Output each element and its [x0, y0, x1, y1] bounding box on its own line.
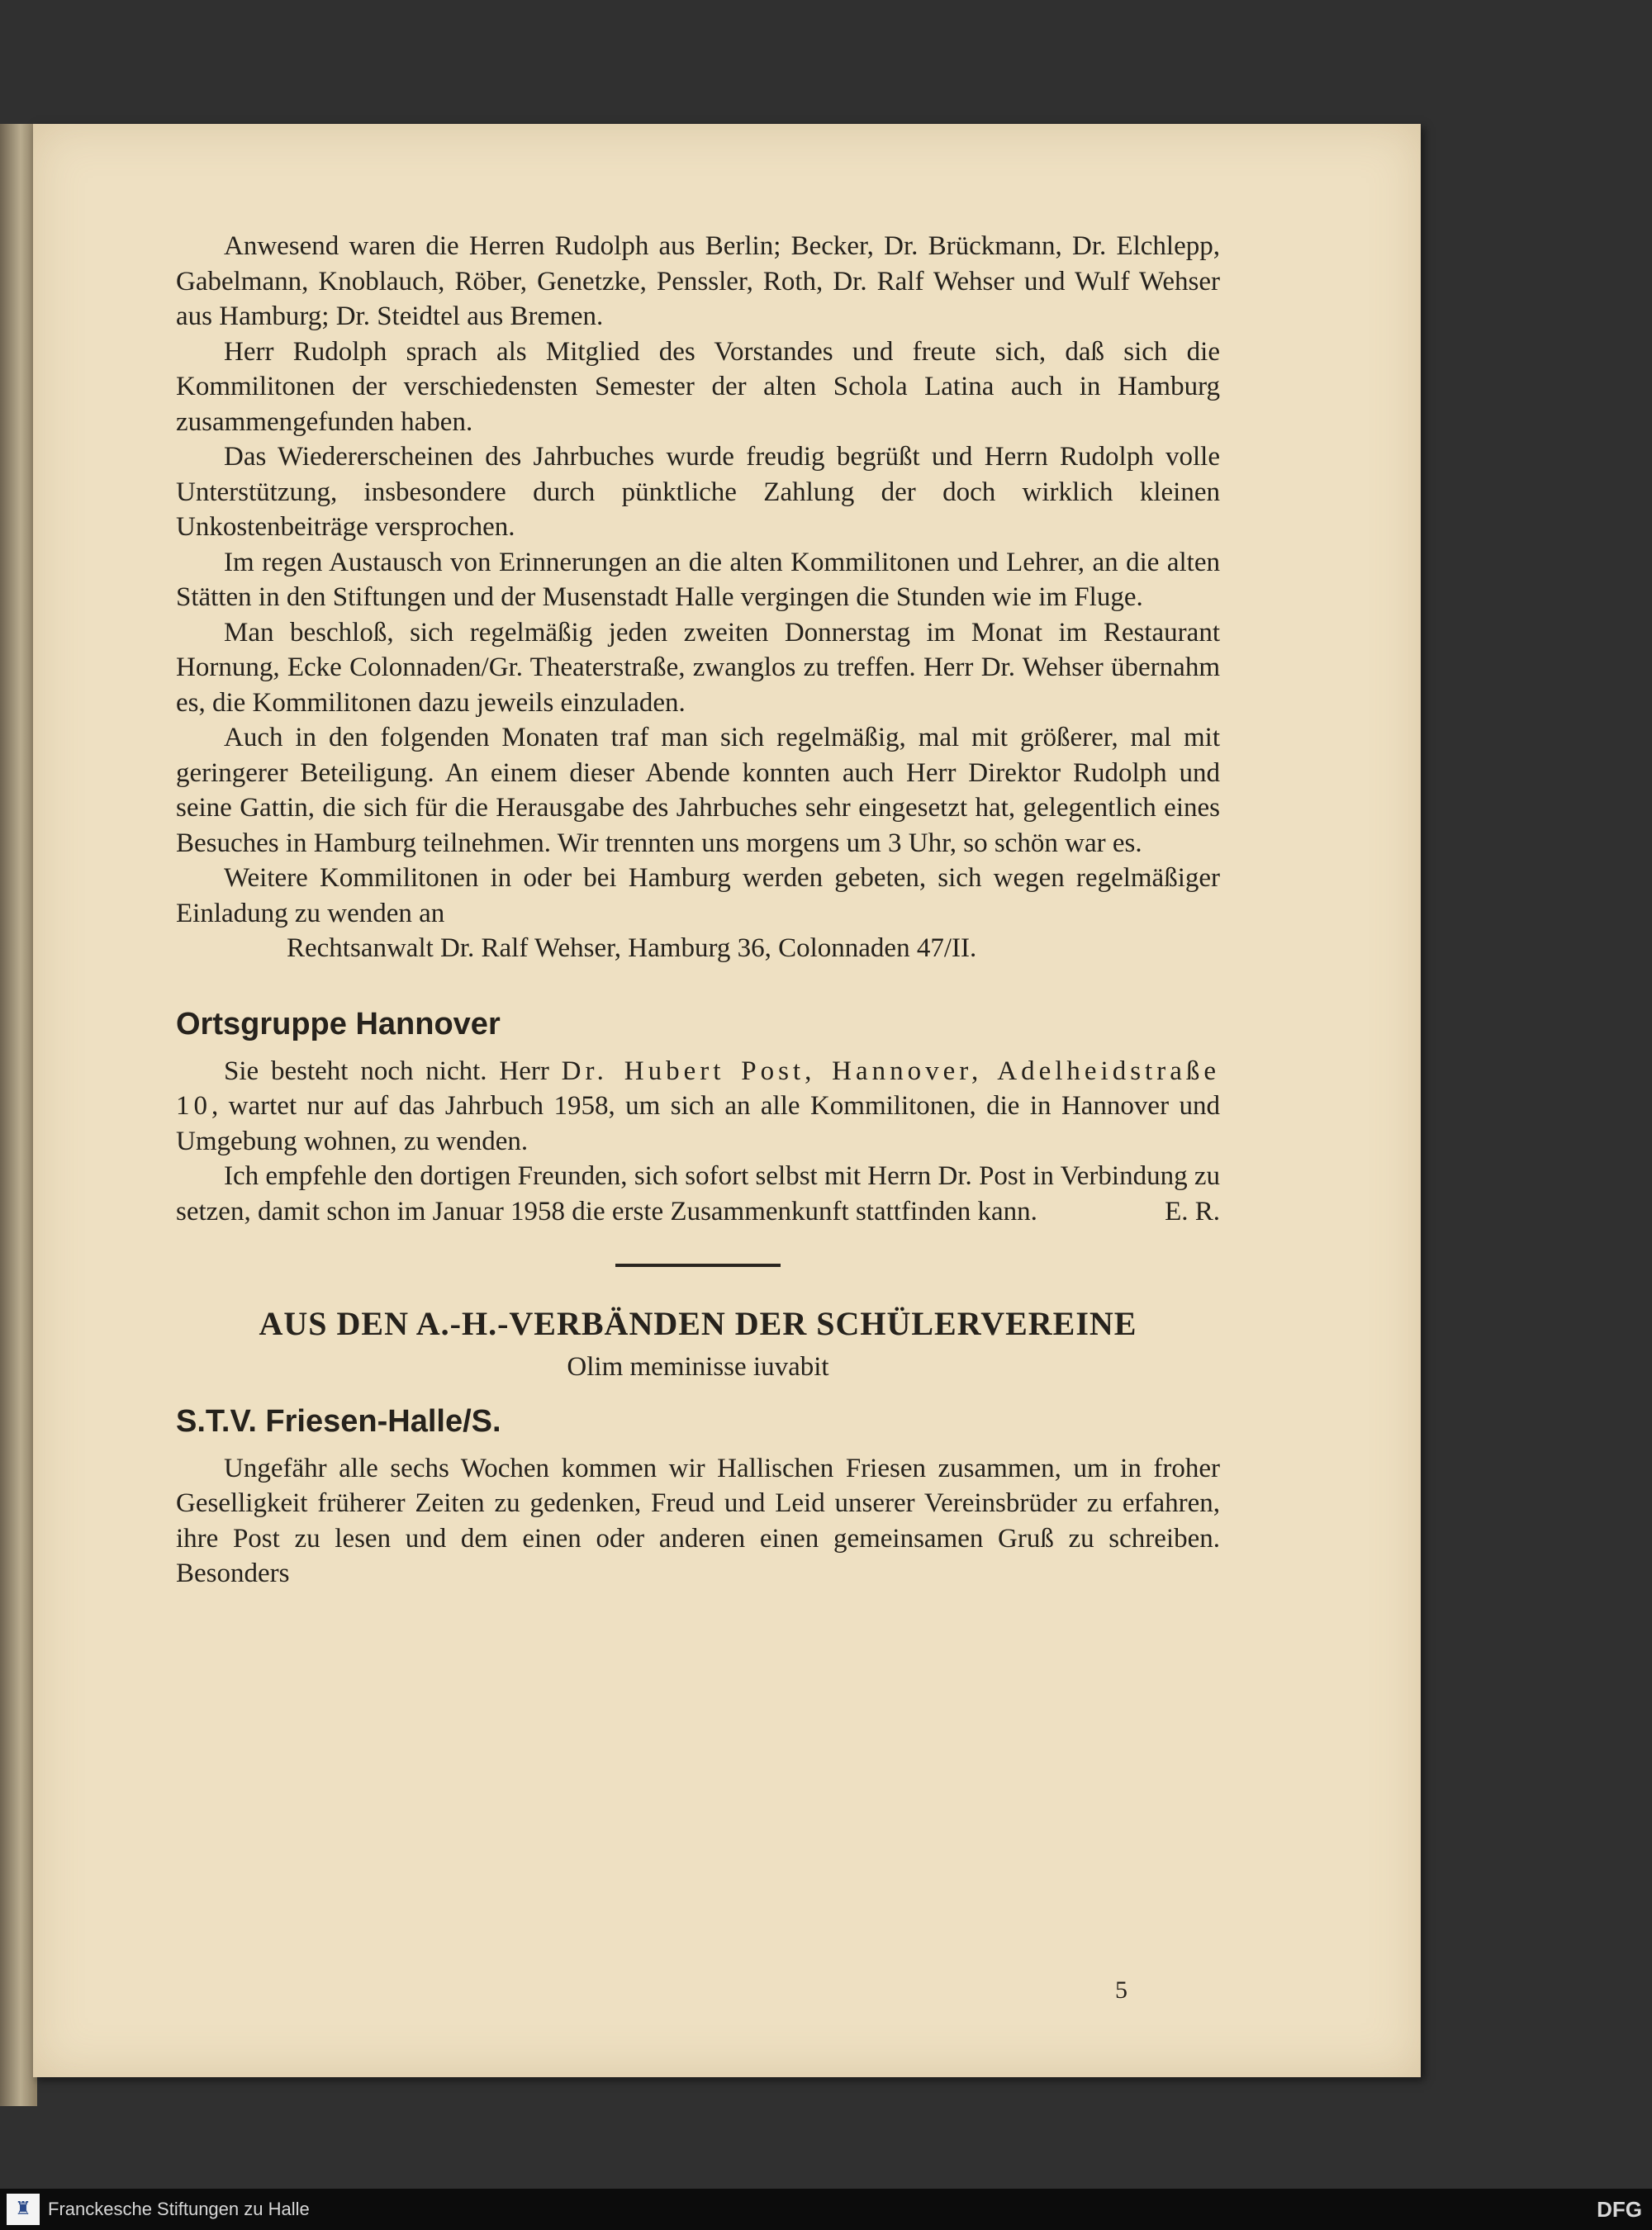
- paragraph: [176, 1159, 1220, 1229]
- text-run: Ich empfehle den dortigen Freunden, sich sofort selbst mit Herrn Dr. Post in Verbindung zu setzen, damit schon im Januar 1958 die erste Zusammenkunft stattfinden kann.: [176, 1161, 1220, 1226]
- paragraph: Weitere Kommilitonen in oder bei Hamburg werden gebeten, sich wegen regelmäßiger Einladung zu wenden an: [176, 863, 1220, 928]
- paragraph: Man beschloß, sich regelmäßig jeden zweiten Donnerstag im Monat im Restaurant Hornung, Ecke Colonnaden/Gr. Theaterstraße, zwanglos zu treffen. Herr Dr. Wehser übernahm es, die Kommilitonen dazu jeweils einzuladen.: [176, 617, 1220, 718]
- heading-friesen: S.T.V. Friesen-Halle/S.: [176, 1403, 501, 1439]
- paragraph: Auch in den folgenden Monaten traf man sich regelmäßig, mal mit größerer, mal mit geringerer Beteiligung. An einem dieser Abende konnten auch Herr Direktor Rudolph und seine Gattin, die sich für die Herausgabe des Jahrbuches sehr eingesetzt hat, gelegentlich eines Besuches in Hamburg teilnehmen. Wir trennten uns morgens um 3 Uhr, so schön war es.: [176, 723, 1220, 858]
- page-text: [176, 229, 1220, 1592]
- paragraph: Im regen Austausch von Erinnerungen an die alten Kommilitonen und Lehrer, an die alten Stätten in den Stiftungen und der Musenstadt Halle vergingen die Stunden wie im Fluge.: [176, 547, 1220, 612]
- divider: [615, 1264, 781, 1267]
- left-page-edge: [0, 124, 37, 2106]
- paragraph: Anwesend waren die Herren Rudolph aus Berlin; Becker, Dr. Brückmann, Dr. Elchlepp, Gabelmann, Knoblauch, Röber, Genetzke, Penssler, Roth, Dr. Ralf Wehser und Wulf Wehser aus Hamburg; Dr. Steidtel aus Bremen.: [176, 231, 1220, 331]
- section-title: AUS DEN A.-H.-VERBÄNDEN DER SCHÜLERVEREINE: [259, 1305, 1137, 1342]
- spaced-name: Dr. Hubert Post, Hannover, Adelheidstraße 10: [176, 1056, 1220, 1121]
- signature: E. R.: [1165, 1196, 1220, 1226]
- section-motto: Olim meminisse iuvabit: [567, 1352, 829, 1382]
- paragraph: Das Wiedererscheinen des Jahrbuches wurde freudig begrüßt und Herrn Rudolph volle Unterstützung, insbesondere durch pünktliche Zahlung der doch wirklich kleinen Unkostenbeiträge versprochen.: [176, 442, 1220, 542]
- foundation-logo-icon: ♜: [7, 2194, 40, 2225]
- text-run: , wartet nur auf das Jahrbuch 1958, um sich an alle Kommilitonen, die in Hannover und Umgebung wohnen, zu wenden.: [176, 1091, 1220, 1156]
- viewer-footer: [0, 2189, 1652, 2230]
- dfg-logo: DFG: [1597, 2197, 1642, 2222]
- document-page: [33, 124, 1421, 2077]
- page-number: 5: [1115, 1976, 1127, 2004]
- paragraph: [176, 1054, 1220, 1160]
- paragraph: Herr Rudolph sprach als Mitglied des Vorstandes und freute sich, daß sich die Kommilitonen der verschiedensten Semester der alten Schola Latina auch in Hamburg zusammengefunden haben.: [176, 336, 1220, 437]
- address-line: Rechtsanwalt Dr. Ralf Wehser, Hamburg 36, Colonnaden 47/II.: [287, 933, 977, 963]
- text-run: Sie besteht noch nicht. Herr: [224, 1056, 562, 1086]
- footer-institution: Franckesche Stiftungen zu Halle: [48, 2199, 310, 2219]
- heading-hannover: Ortsgruppe Hannover: [176, 1006, 501, 1041]
- paragraph: Ungefähr alle sechs Wochen kommen wir Hallischen Friesen zusammen, um in froher Geselligkeit früherer Zeiten zu gedenken, Freud und Leid unserer Vereinsbrüder zu erfahren, ihre Post zu lesen und dem einen oder anderen einen gemeinsamen Gruß zu schreiben. Besonders: [176, 1453, 1220, 1588]
